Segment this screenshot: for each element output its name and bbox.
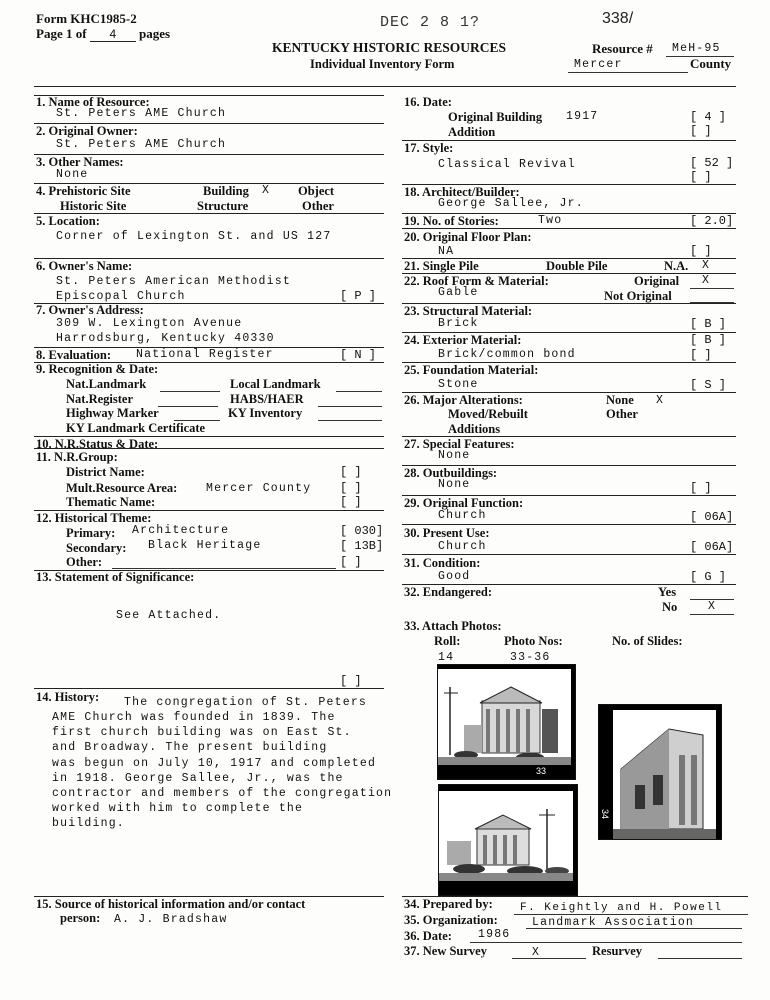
field-35-value: Landmark Association xyxy=(532,916,695,929)
county-value: Mercer xyxy=(574,58,623,71)
field-12-primary: Primary: xyxy=(66,526,116,540)
field-37-new-line xyxy=(512,958,586,959)
field-24-value: Brick/common bond xyxy=(438,348,576,361)
field-16-original-value: 1917 xyxy=(566,110,599,123)
field-18-label: 18. Architect/Builder: xyxy=(404,185,520,199)
field-30-rule xyxy=(402,554,736,555)
field-33-roll-value: 14 xyxy=(438,651,455,664)
field-2-value: St. Peters AME Church xyxy=(56,138,227,151)
field-3-value: None xyxy=(56,168,89,181)
field-29-code: [ 06A] xyxy=(690,510,734,524)
header-divider xyxy=(34,86,736,87)
field-15-value: A. J. Bradshaw xyxy=(114,913,228,926)
field-24-code: [ B ] xyxy=(690,333,727,347)
field-35-label: 35. Organization: xyxy=(404,913,498,927)
field-12-label: 12. Historical Theme: xyxy=(36,511,152,525)
field-8-label: 8. Evaluation: xyxy=(36,348,112,362)
field-22-value: Gable xyxy=(438,286,479,299)
field-6-value-line1: St. Peters American Methodist xyxy=(56,275,291,288)
field-17-code: [ 52 ] xyxy=(690,156,734,170)
field-11-thematic: Thematic Name: xyxy=(66,495,156,509)
form-number: Form KHC1985-2 xyxy=(36,11,137,26)
field-28-value: None xyxy=(438,478,471,491)
photo-church-front-number: 33 xyxy=(536,766,547,776)
field-14-line-1: The congregation of St. Peters xyxy=(124,696,368,709)
field-15-label: 15. Source of historical information and/or contact xyxy=(36,897,306,911)
photo-church-side-image xyxy=(599,705,721,839)
field-4-prehistoric: 4. Prehistoric Site xyxy=(36,184,131,198)
field-22-label: 22. Roof Form & Material: xyxy=(404,274,549,288)
field-13-value: See Attached. xyxy=(116,609,222,622)
field-28-code: [ ] xyxy=(690,481,712,495)
county-line xyxy=(568,72,688,73)
field-35-line xyxy=(526,928,742,929)
field-22-original-line xyxy=(690,288,734,289)
field-24-code-2: [ ] xyxy=(690,348,712,362)
resource-number-value: MeH-95 xyxy=(672,42,721,55)
field-9-label: 9. Recognition & Date: xyxy=(36,362,159,376)
field-32-no-mark: X xyxy=(708,600,717,613)
field-6-label: 6. Owner's Name: xyxy=(36,259,133,273)
field-11-district: District Name: xyxy=(66,465,145,479)
field-12-primary-code: [ 030] xyxy=(340,524,384,538)
field-7-value-line2: Harrodsburg, Kentucky 40330 xyxy=(56,332,275,345)
field-9-local-landmark: Local Landmark xyxy=(230,377,321,391)
field-8-code: [ N ] xyxy=(340,348,377,362)
field-13-label: 13. Statement of Significance: xyxy=(36,570,195,584)
photo-church-front xyxy=(437,664,576,780)
field-22-original: Original xyxy=(634,274,680,288)
field-27-label: 27. Special Features: xyxy=(404,437,515,451)
field-19-code: [ 2.0] xyxy=(690,214,734,228)
field-6-value-line2: Episcopal Church xyxy=(56,290,186,303)
field-25-value: Stone xyxy=(438,378,479,391)
field-11-district-code: [ ] xyxy=(340,465,362,479)
field-2-label: 2. Original Owner: xyxy=(36,124,138,138)
field-23-label: 23. Structural Material: xyxy=(404,304,533,318)
field-19-label: 19. No. of Stories: xyxy=(404,214,499,228)
field-22-original-mark: X xyxy=(702,274,711,287)
field-21-double: Double Pile xyxy=(546,259,608,273)
field-12-secondary: Secondary: xyxy=(66,541,127,555)
field-13-rule xyxy=(34,688,384,689)
field-18-value: George Sallee, Jr. xyxy=(438,197,584,210)
field-4-historic: Historic Site xyxy=(60,199,127,213)
field-5-label: 5. Location: xyxy=(36,214,100,228)
field-10-label: 10. N.R.Status & Date: xyxy=(36,437,159,451)
field-26-other: Other xyxy=(606,407,638,421)
field-5-value: Corner of Lexington St. and US 127 xyxy=(56,230,332,243)
field-9-nat-register: Nat.Register xyxy=(66,392,133,406)
field-33-photo-value: 33-36 xyxy=(510,651,551,664)
page-count xyxy=(36,27,170,42)
photo-church-side xyxy=(598,704,722,840)
field-12-other: Other: xyxy=(66,555,103,569)
field-20-code: [ ] xyxy=(690,244,712,258)
field-4-object: Object xyxy=(298,184,335,198)
field-9-ky-inventory: KY Inventory xyxy=(228,406,303,420)
field-9-nat-register-line xyxy=(158,406,218,407)
field-31-value: Good xyxy=(438,570,471,583)
resource-number-label: Resource # xyxy=(592,41,653,56)
field-33-slides: No. of Slides: xyxy=(612,634,683,648)
field-9-ky-inventory-line xyxy=(318,420,382,421)
field-29-rule xyxy=(402,524,736,525)
field-27-value: None xyxy=(438,449,471,462)
photo-church-front-image xyxy=(438,665,575,779)
field-11-mult: Mult.Resource Area: xyxy=(66,481,178,495)
field-34-value: F. Keightly and H. Powell xyxy=(520,902,723,914)
field-31-label: 31. Condition: xyxy=(404,556,481,570)
field-37-resurvey: Resurvey xyxy=(592,944,642,958)
field-36-value: 1986 xyxy=(478,928,511,941)
field-3-label: 3. Other Names: xyxy=(36,155,124,169)
field-9-nat-landmark-line xyxy=(160,391,220,392)
field-30-value: Church xyxy=(438,540,487,553)
field-33-photo-nos: Photo Nos: xyxy=(504,634,563,648)
field-9-nat-landmark: Nat.Landmark xyxy=(66,377,147,391)
field-14-line-4: and Broadway. The present building xyxy=(52,741,328,754)
field-11-thematic-code: [ ] xyxy=(340,495,362,509)
field-26-additions: Additions xyxy=(448,422,501,436)
field-16-original-code: [ 4 ] xyxy=(690,110,727,124)
field-37-resurvey-line xyxy=(658,958,742,959)
photo-church-side-number: 34 xyxy=(600,808,611,820)
field-25-code: [ S ] xyxy=(690,378,727,392)
field-26-none: None xyxy=(606,393,634,407)
field-26-none-mark: X xyxy=(656,394,665,407)
form-subtitle: Individual Inventory Form xyxy=(310,57,455,71)
field-28-label: 28. Outbuildings: xyxy=(404,466,498,480)
field-17-code-2: [ ] xyxy=(690,170,712,184)
field-16-addition: Addition xyxy=(448,125,496,139)
field-37-new-survey: 37. New Survey xyxy=(404,944,487,958)
field-1-label: 1. Name of Resource: xyxy=(36,95,150,109)
field-9-habs: HABS/HAER xyxy=(230,392,304,406)
field-6-code: [ P ] xyxy=(340,289,377,303)
field-11-label: 11. N.R.Group: xyxy=(36,450,118,464)
field-1-value: St. Peters AME Church xyxy=(56,107,227,120)
field-9-highway: Highway Marker xyxy=(66,406,159,420)
field-12-other-code: [ ] xyxy=(340,555,362,569)
photo-church-street-image xyxy=(439,785,577,895)
field-26-moved: Moved/Rebuilt xyxy=(448,407,528,421)
field-8-value: National Register xyxy=(136,348,274,361)
field-34-label: 34. Prepared by: xyxy=(404,897,493,911)
field-14-line-2: AME Church was founded in 1839. The xyxy=(52,711,336,724)
form-title: KENTUCKY HISTORIC RESOURCES xyxy=(272,40,507,55)
field-21-single: 21. Single Pile xyxy=(404,259,479,273)
field-13-code: [ ] xyxy=(340,674,362,688)
field-26-label: 26. Major Alterations: xyxy=(404,393,523,407)
field-4-structure: Structure xyxy=(197,199,249,213)
field-9-habs-line xyxy=(318,406,382,407)
field-14-label: 14. History: xyxy=(36,690,100,704)
field-30-code: [ 06A] xyxy=(690,540,734,554)
field-9-local-landmark-line xyxy=(336,391,382,392)
field-15-person: person: xyxy=(60,911,101,925)
field-14-line-9: building. xyxy=(52,817,125,830)
field-19-rule xyxy=(402,228,736,229)
field-14-line-8: worked with him to complete the xyxy=(52,802,304,815)
field-32-no: No xyxy=(662,600,678,614)
field-22-not-original: Not Original xyxy=(604,289,672,303)
field-36-line xyxy=(470,942,742,943)
field-25-label: 25. Foundation Material: xyxy=(404,363,539,377)
field-19-value: Two xyxy=(538,214,563,227)
field-17-label: 17. Style: xyxy=(404,141,454,155)
field-23-code: [ B ] xyxy=(690,317,727,331)
field-14-line-5: was begun on July 10, 1917 and completed xyxy=(52,757,377,770)
field-16-addition-code: [ ] xyxy=(690,124,712,138)
field-11-mult-code: [ ] xyxy=(340,481,362,495)
received-date-stamp: DEC 2 8 1? xyxy=(380,14,481,31)
field-12-primary-value: Architecture xyxy=(132,524,230,537)
field-21-na-mark: X xyxy=(702,259,711,272)
field-14-line-3: first church building was on East St. xyxy=(52,726,352,739)
field-12-secondary-value: Black Heritage xyxy=(148,539,262,552)
field-4-building-mark: X xyxy=(262,184,271,197)
field-33-roll: Roll: xyxy=(434,634,461,648)
field-20-value: NA xyxy=(438,245,455,258)
field-17-value: Classical Revival xyxy=(438,158,576,171)
field-16-label: 16. Date: xyxy=(404,95,452,109)
page-of-label: Page 1 of xyxy=(36,26,87,41)
field-31-code: [ G ] xyxy=(690,570,727,584)
field-20-label: 20. Original Floor Plan: xyxy=(404,230,532,244)
field-32-yes: Yes xyxy=(658,585,677,599)
field-32-label: 32. Endangered: xyxy=(404,585,492,599)
field-12-secondary-code: [ 13B] xyxy=(340,539,384,553)
field-34-line xyxy=(514,914,748,915)
photo-church-street xyxy=(438,784,578,896)
field-24-label: 24. Exterior Material: xyxy=(404,333,522,347)
field-37-new-mark: X xyxy=(532,946,541,959)
field-33-label: 33. Attach Photos: xyxy=(404,619,502,633)
field-4-building: Building xyxy=(203,184,249,198)
field-32-no-line xyxy=(690,614,734,615)
handwritten-number: 338/ xyxy=(602,10,634,27)
field-10-rule xyxy=(34,448,384,449)
page-total: 4 xyxy=(90,27,136,42)
field-16-original: Original Building xyxy=(448,110,543,124)
field-4-other: Other xyxy=(302,199,334,213)
field-23-value: Brick xyxy=(438,317,479,330)
pages-label: pages xyxy=(139,26,171,41)
field-7-value-line1: 309 W. Lexington Avenue xyxy=(56,317,243,330)
field-36-label: 36. Date: xyxy=(404,929,452,943)
field-21-na: N.A. xyxy=(664,259,689,273)
field-29-value: Church xyxy=(438,509,487,522)
field-29-label: 29. Original Function: xyxy=(404,496,524,510)
field-12-other-line xyxy=(112,568,336,569)
field-9-ky-landmark: KY Landmark Certificate xyxy=(66,421,206,435)
field-7-label: 7. Owner's Address: xyxy=(36,303,144,317)
field-14-line-7: contractor and members of the congregation xyxy=(52,787,393,800)
county-label: County xyxy=(690,56,732,71)
field-30-label: 30. Present Use: xyxy=(404,526,490,540)
field-11-mult-value: Mercer County xyxy=(206,482,312,495)
field-14-line-6: in 1918. George Sallee, Jr., was the xyxy=(52,772,344,785)
